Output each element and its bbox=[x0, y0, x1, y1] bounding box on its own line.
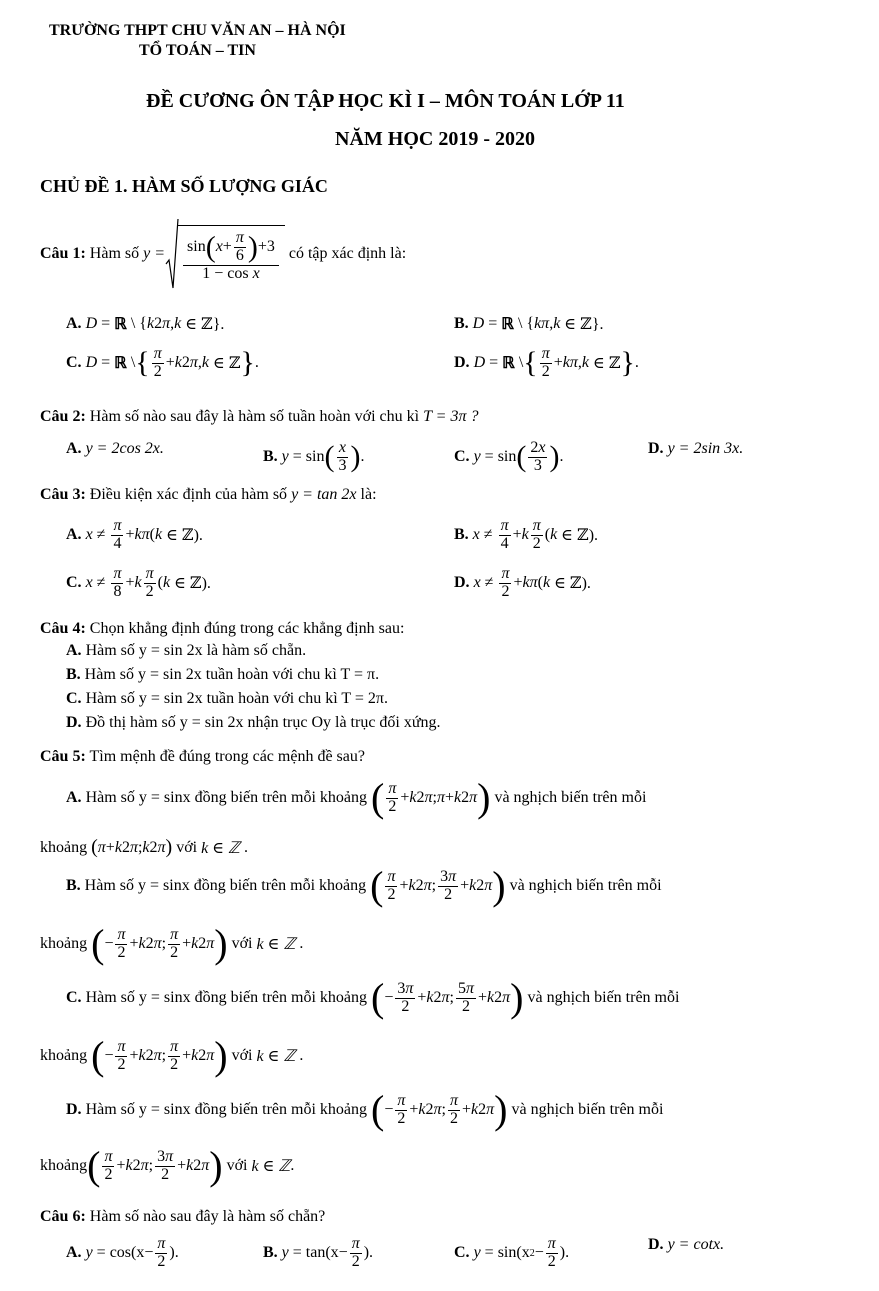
q1-option-b[interactable]: B. D = ℝ \ { kπ , k ∈ ℤ}. bbox=[454, 315, 604, 333]
q2-option-d[interactable]: D. y = 2sin 3x. bbox=[648, 440, 744, 457]
question-4: Câu 4: Chọn khẳng định đúng trong các khẳng định sau: bbox=[40, 620, 405, 637]
q1-option-c[interactable]: C. D = ℝ \ { $\frac{\pi}{2}$ + k 2 π , k ∈ ℤ } . bbox=[66, 345, 259, 380]
question-tail: có tập xác định là: bbox=[288, 245, 407, 262]
question-2: Câu 2: Hàm số nào sau đây là hàm số tuần hoàn với chu kì T = 3π ? bbox=[40, 408, 479, 425]
q1-option-d[interactable]: D. D = ℝ \ { $\frac{\pi}{2}$ + kπ , k ∈ ℤ } . bbox=[454, 345, 639, 380]
q4-option-a[interactable]: A. Hàm số y = sin 2x là hàm số chẵn. bbox=[66, 642, 307, 659]
q3-option-d[interactable]: D. x ≠ $\frac{\pi}{2}$ + kπ ( k ∈ ℤ). bbox=[454, 565, 591, 600]
q4-option-b[interactable]: B. Hàm số y = sin 2x tuần hoàn với chu kì T = π. bbox=[66, 666, 380, 683]
question-3: Câu 3: Điều kiện xác định của hàm số y = tan 2x là: bbox=[40, 486, 377, 503]
question-6: Câu 6: Hàm số nào sau đây là hàm số chẵn? bbox=[40, 1208, 326, 1225]
q6-option-d[interactable]: D. y = cotx. bbox=[648, 1236, 725, 1253]
q5-option-a[interactable]: A. Hàm số y = sinx đồng biến trên mỗi khoảng ( $\frac{\pi}{2}$ + k 2 π ; π + k 2 π ) và nghịch biến trên mỗi bbox=[66, 775, 647, 820]
q6-option-a[interactable]: A. y = cos(x− $\frac{\pi}{2}$ ). bbox=[66, 1235, 179, 1270]
formula: y = bbox=[143, 245, 166, 262]
q4-option-d[interactable]: D. Đồ thị hàm số y = sin 2x nhận trục Oy là trục đối xứng. bbox=[66, 714, 441, 731]
q2-option-b[interactable]: B. y = sin ( $\frac{x}{3}$ ) . bbox=[263, 439, 365, 474]
q6-option-b[interactable]: B. y = tan(x− $\frac{\pi}{2}$ ). bbox=[263, 1235, 374, 1270]
q5-option-a-cont: khoảng ( π + k 2 π ; k 2 π ) với k ∈ ℤ . bbox=[40, 836, 248, 858]
q2-option-c[interactable]: C. y = sin ( $\frac{2x}{3}$ ) . bbox=[454, 439, 564, 474]
question-1 bbox=[40, 218, 406, 290]
q5-option-c-cont: khoảng ( − $\frac{\pi}{2}$ + k 2 π ; $\frac{\pi}{2}$ + k 2 π ) với k ∈ ℤ . bbox=[40, 1033, 304, 1078]
q5-option-d-cont: khoảng ( $\frac{\pi}{2}$ + k 2 π ; $\frac{3\pi}{2}$ + k 2 π ) với k ∈ ℤ . bbox=[40, 1143, 295, 1188]
q5-option-c[interactable]: C. Hàm số y = sinx đồng biến trên mỗi khoảng ( − $\frac{3\pi}{2}$ + k 2 π ; $\frac{5\pi}{2}$ + k 2 π ) và nghịch biến trên mỗi bbox=[66, 975, 680, 1020]
question-label: Câu 1: bbox=[40, 245, 86, 262]
school-name: TRƯỜNG THPT CHU VĂN AN – HÀ NỘI bbox=[49, 22, 346, 39]
q5-option-d[interactable]: D. Hàm số y = sinx đồng biến trên mỗi khoảng ( − $\frac{\pi}{2}$ + k 2 π ; $\frac{\pi}{2}$ + k 2 π ) và nghịch biến trên mỗi bbox=[66, 1087, 664, 1132]
q3-option-b[interactable]: B. x ≠ $\frac{\pi}{4}$ + k $\frac{\pi}{2}$ ( k ∈ ℤ). bbox=[454, 517, 599, 552]
sqrt-formula: sin(x+ $\frac{\pi}{6}$ )+3 1 − cos x bbox=[165, 218, 285, 290]
topic-heading: CHỦ ĐỀ 1. HÀM SỐ LƯỢNG GIÁC bbox=[40, 176, 328, 196]
q4-option-c[interactable]: C. Hàm số y = sin 2x tuần hoàn với chu kì T = 2π. bbox=[66, 690, 388, 707]
document-title: ĐỀ CƯƠNG ÔN TẬP HỌC KÌ I – MÔN TOÁN LỚP 11 bbox=[146, 90, 625, 112]
q1-option-a[interactable]: A. D = ℝ \ { k 2 π , k ∈ ℤ}. bbox=[66, 315, 225, 333]
question-5: Câu 5: Tìm mệnh đề đúng trong các mệnh đề sau? bbox=[40, 748, 365, 765]
department: TỔ TOÁN – TIN bbox=[139, 42, 256, 59]
q2-option-a[interactable]: A. y = 2cos 2x. bbox=[66, 440, 164, 457]
q3-option-c[interactable]: C. x ≠ $\frac{\pi}{8}$ + k $\frac{\pi}{2}$ ( k ∈ ℤ). bbox=[66, 565, 211, 600]
q5-option-b-cont: khoảng ( − $\frac{\pi}{2}$ + k 2 π ; $\frac{\pi}{2}$ + k 2 π ) với k ∈ ℤ . bbox=[40, 921, 304, 966]
school-year: NĂM HỌC 2019 - 2020 bbox=[335, 128, 535, 150]
q5-option-b[interactable]: B. Hàm số y = sinx đồng biến trên mỗi khoảng ( $\frac{\pi}{2}$ + k 2 π ; $\frac{3\pi}{2}$ + k 2 π ) và nghịch biến trên mỗi bbox=[66, 863, 662, 908]
q6-option-c[interactable]: C. y = sin(x 2 − $\frac{\pi}{2}$ ). bbox=[454, 1235, 570, 1270]
question-text: Hàm số bbox=[89, 245, 140, 262]
q3-option-a[interactable]: A. x ≠ $\frac{\pi}{4}$ + kπ ( k ∈ ℤ). bbox=[66, 517, 203, 552]
